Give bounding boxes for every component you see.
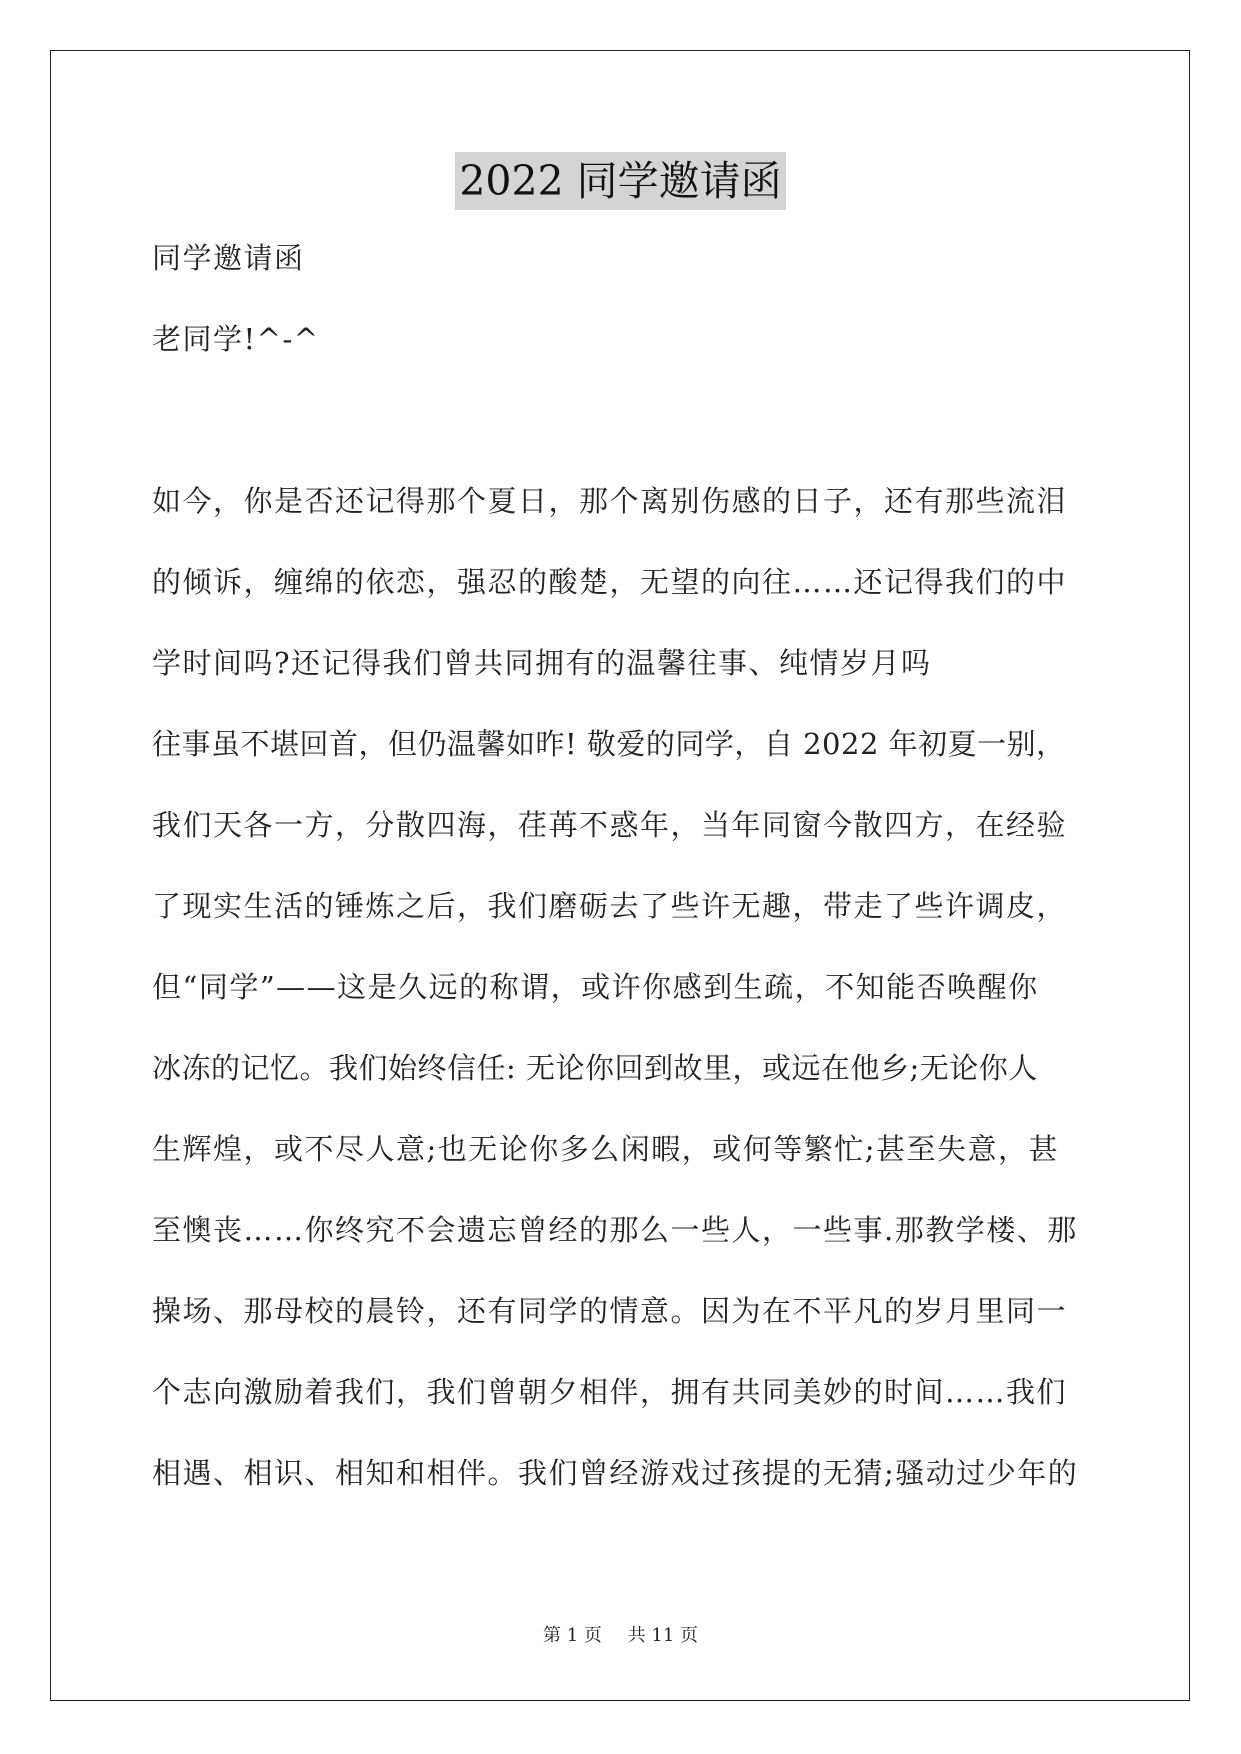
document-body [152, 228, 1102, 1524]
page-number: 第 1 页 [543, 1625, 602, 1646]
body-line: 至懊丧……你终究不会遗忘曾经的那么一些人，一些事.那教学楼、那 [152, 1213, 1078, 1247]
body-line: 了现实生活的锤炼之后，我们磨砺去了些许无趣，带走了些许调皮， [152, 889, 1068, 923]
page-total: 共 11 页 [627, 1625, 698, 1646]
page-footer [0, 1621, 1241, 1647]
document-title[interactable]: 2022 同学邀请函 [455, 152, 785, 210]
body-line: 我们天各一方，分散四海，荏苒不惑年，当年同窗今散四方，在经验 [152, 808, 1068, 842]
blank-line [152, 390, 1102, 471]
body-line: 相遇、相识、相知和相伴。我们曾经游戏过孩提的无猜;骚动过少年的 [152, 1456, 1079, 1490]
body-line: 的倾诉，缠绵的依恋，强忍的酸楚，无望的向往……还记得我们的中 [152, 565, 1068, 599]
body-line: 如今，你是否还记得那个夏日，那个离别伤感的日子，还有那些流泪 [152, 484, 1068, 518]
title-container [0, 152, 1241, 210]
body-line: 学时间吗?还记得我们曾共同拥有的温馨往事、纯情岁月吗 [152, 646, 932, 680]
body-line: 生辉煌，或不尽人意;也无论你多么闲暇，或何等繁忙;甚至失意，甚 [152, 1132, 1060, 1166]
body-line: 往事虽不堪回首，但仍温馨如昨! 敬爱的同学，自 2022 年初夏一别， [152, 727, 1066, 761]
body-line: 个志向激励着我们，我们曾朝夕相伴，拥有共同美妙的时间……我们 [152, 1375, 1068, 1409]
body-line: 但“同学”——这是久远的称谓，或许你感到生疏，不知能否唤醒你 [152, 970, 1039, 1004]
greeting-line: 老同学!^-^ [152, 322, 320, 356]
body-line: 操场、那母校的晨铃，还有同学的情意。因为在不平凡的岁月里同一 [152, 1294, 1068, 1328]
body-line: 冰冻的记忆。我们始终信任: 无论你回到故里，或远在他乡;无论你人 [152, 1051, 1038, 1085]
heading-line: 同学邀请函 [152, 241, 305, 275]
